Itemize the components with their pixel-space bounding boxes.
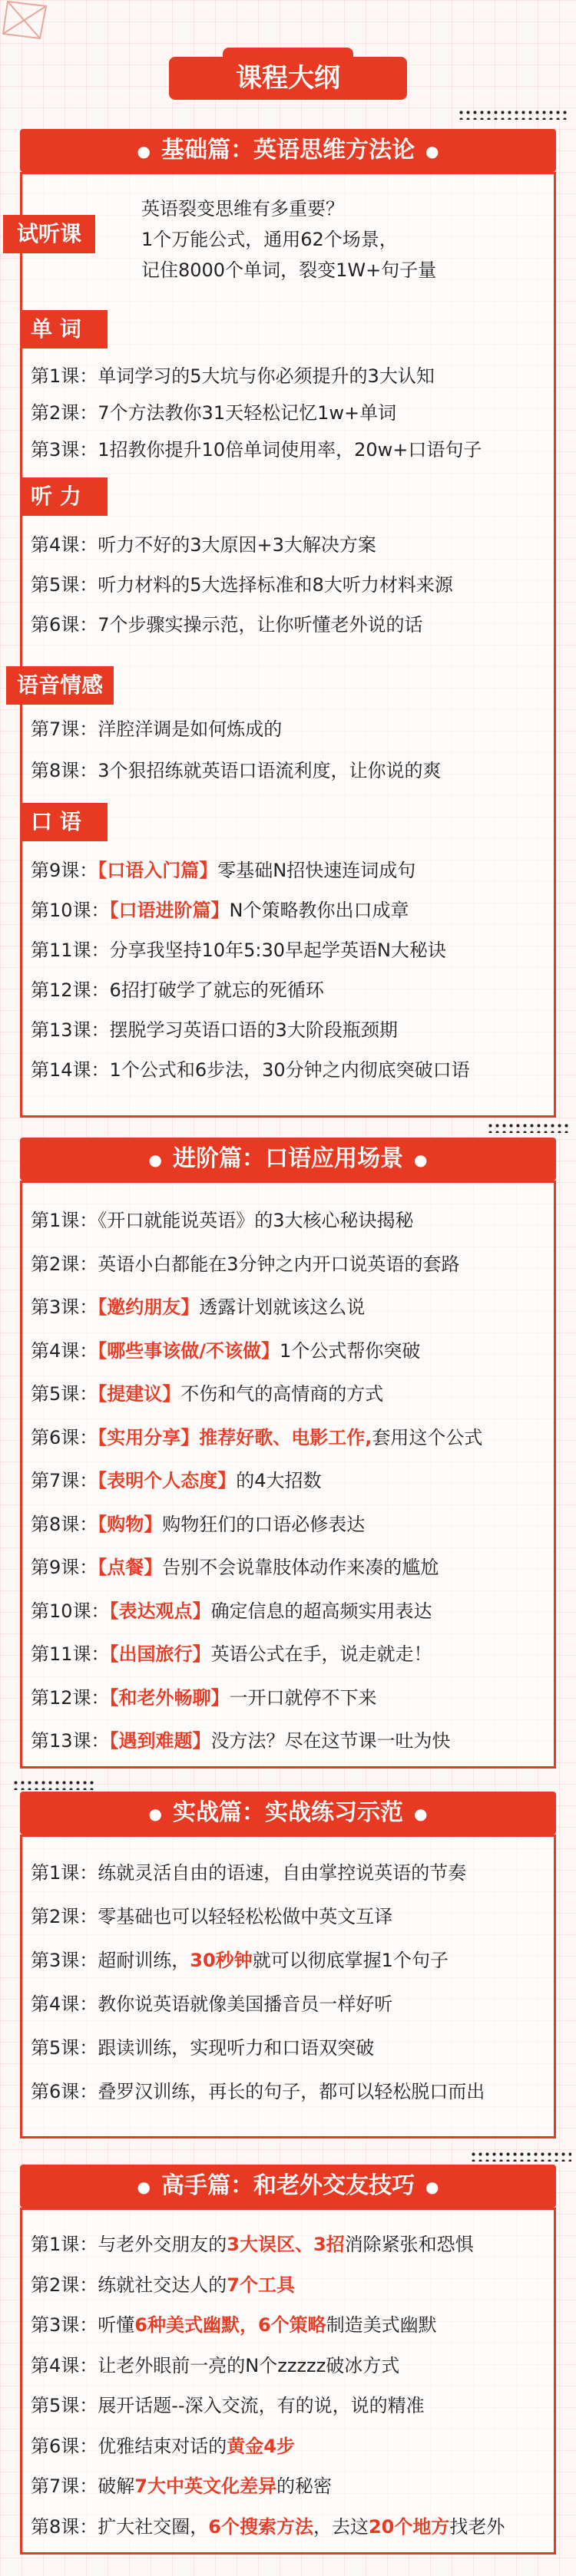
lesson-line: 第11课：【出国旅行】英语公式在手，说走就走！ xyxy=(31,1643,432,1665)
lesson-line: 第3课：【邀约朋友】透露计划就该这么说 xyxy=(31,1296,366,1318)
lesson-line: 第3课：1招教你提升10倍单词使用率，20w+口语句子 xyxy=(31,439,482,461)
lesson-line: 第4课：让老外眼前一亮的N个zzzzz破冰方式 xyxy=(31,2354,400,2376)
lesson-line: 第8课：【购物】购物狂们的口语必修表达 xyxy=(31,1513,366,1535)
lesson-line: 第7课：【表明个人态度】的4大招数 xyxy=(31,1470,322,1491)
lesson-line: 第3课：超耐训练，30秒钟就可以彻底掌握1个句子 xyxy=(31,1950,449,1971)
trial-line: 英语裂变思维有多重要？ xyxy=(141,198,344,220)
lesson-line: 第2课：英语小白都能在3分钟之内开口说英语的套路 xyxy=(31,1253,460,1275)
category-trial-label: 试听课 xyxy=(3,215,95,253)
lesson-line: 第2课：练就社交达人的7个工具 xyxy=(31,2274,295,2296)
section-advanced-header: ● 进阶篇：口语应用场景 ● xyxy=(20,1138,556,1181)
lesson-line: 第1课：《开口就能说英语》的3大核心秘诀揭秘 xyxy=(31,1210,414,1231)
lesson-line: 第2课：零基础也可以轻轻松松做中英文互译 xyxy=(31,1906,393,1927)
lesson-line: 第4课：听力不好的3大原因+3大解决方案 xyxy=(31,534,376,556)
lesson-line: 第6课：7个步骤实操示范，让你听懂老外说的话 xyxy=(31,614,423,636)
section-expert-header: ● 高手篇：和老外交友技巧 ● xyxy=(20,2165,556,2208)
category-listening-label: 听 力 xyxy=(20,477,108,516)
lesson-line: 第10课：【表达观点】确定信息的超高频实用表达 xyxy=(31,1600,432,1622)
lesson-line: 第6课：【实用分享】推荐好歌、电影工作,套用这个公式 xyxy=(31,1426,483,1448)
lesson-line: 第9课：【口语入门篇】零基础N招快速连词成句 xyxy=(31,860,416,881)
trial-line: 1个万能公式，通用62个场景， xyxy=(141,229,398,250)
dots-decoration xyxy=(470,2151,571,2162)
lesson-line: 第11课：分享我坚持10年5:30早起学英语N大秘诀 xyxy=(31,940,446,961)
lesson-line: 第1课：练就灵活自由的语速，自由掌控说英语的节奏 xyxy=(31,1862,467,1884)
page-title-banner xyxy=(169,48,407,104)
lesson-line: 第2课：7个方法教你31天轻松记忆1w+单词 xyxy=(31,402,397,424)
lesson-line: 第5课：展开话题--深入交流，有的说，说的精准 xyxy=(31,2395,425,2416)
lesson-line: 第12课：6招打破学了就忘的死循环 xyxy=(31,979,324,1001)
lesson-line: 第7课：破解7大中英文化差异的秘密 xyxy=(31,2475,332,2497)
section-advanced-title: 进阶篇：口语应用场景 xyxy=(173,1145,403,1172)
lesson-line: 第14课：1个公式和6步法，30分钟之内彻底突破口语 xyxy=(31,1059,470,1081)
lesson-line: 第7课：洋腔洋调是如何炼成的 xyxy=(31,718,283,740)
section-practice-header: ● 实战篇：实战练习示范 ● xyxy=(20,1792,556,1835)
lesson-line: 第3课：听懂6种美式幽默，6个策略制造美式幽默 xyxy=(31,2314,437,2336)
lesson-line: 第6课：优雅结束对话的黄金4步 xyxy=(31,2435,295,2457)
category-tone-label: 语音情感 xyxy=(6,666,114,705)
page-title: 课程大纲 xyxy=(236,63,340,94)
lesson-line: 第9课：【点餐】告别不会说靠肢体动作来凑的尴尬 xyxy=(31,1557,439,1578)
lesson-line: 第10课：【口语进阶篇】N个策略教你出口成章 xyxy=(31,900,409,921)
section-basic-header: ● 基础篇：英语思维方法论 ● xyxy=(20,129,556,172)
dots-decoration xyxy=(487,1122,571,1133)
lesson-line: 第5课：【提建议】不伤和气的高情商的方式 xyxy=(31,1383,384,1405)
lesson-line: 第4课：教你说英语就像美国播音员一样好听 xyxy=(31,1993,393,2015)
lesson-line: 第4课：【哪些事该做/不该做】1个公式帮你突破 xyxy=(31,1339,421,1362)
lesson-line: 第8课：扩大社交圈，6个搜索方法，去这20个地方找老外 xyxy=(31,2515,505,2538)
lesson-line: 第13课：摆脱学习英语口语的3大阶段瓶颈期 xyxy=(31,1019,398,1041)
lesson-line: 第1课：单词学习的5大坑与你必须提升的3大认知 xyxy=(31,365,435,387)
category-vocab-label: 单 词 xyxy=(20,310,108,348)
section-expert-box xyxy=(20,2208,556,2555)
section-expert-title: 高手篇：和老外交友技巧 xyxy=(161,2172,415,2199)
dots-decoration xyxy=(12,1779,97,1790)
lesson-line: 第8课：3个狠招练就英语口语流利度，让你说的爽 xyxy=(31,760,442,781)
lesson-line: 第12课：【和老外畅聊】一开口就停不下来 xyxy=(31,1686,377,1709)
lesson-line: 第5课：跟读训练，实现听力和口语双突破 xyxy=(31,2037,375,2059)
lesson-line: 第6课：叠罗汉训练，再长的句子，都可以轻松脱口而出 xyxy=(31,2081,485,2102)
lesson-line: 第13课：【遇到难题】没方法？尽在这节课一吐为快 xyxy=(31,1730,451,1752)
lesson-line: 第5课：听力材料的5大选择标准和8大听力材料来源 xyxy=(31,574,453,596)
dots-decoration-top xyxy=(458,109,570,120)
trial-line: 记住8000个单词，裂变1W+句子量 xyxy=(141,259,437,281)
lesson-line: 第1课：与老外交朋友的3大误区、3招消除紧张和恐惧 xyxy=(31,2234,474,2255)
section-practice-title: 实战篇：实战练习示范 xyxy=(173,1799,403,1826)
diamond-decoration-icon xyxy=(0,0,54,46)
section-basic-title: 基础篇：英语思维方法论 xyxy=(161,137,415,163)
category-speaking-label: 口 语 xyxy=(20,803,108,841)
